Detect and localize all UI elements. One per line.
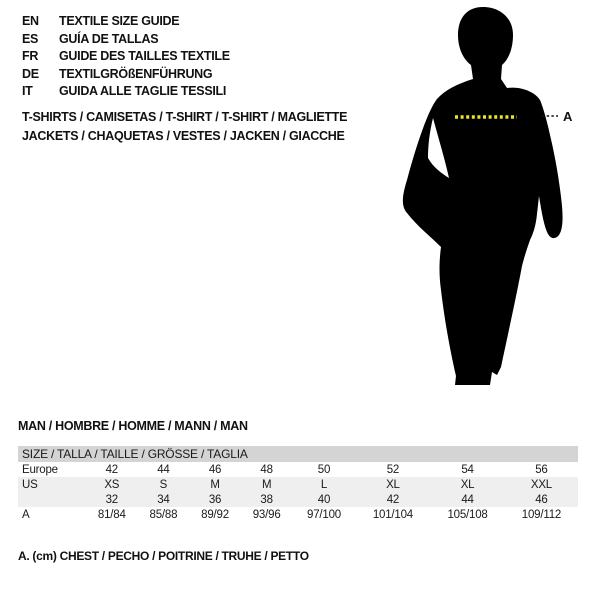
size-cell: 89/92 xyxy=(201,508,229,521)
language-label: TEXTILGRÖßENFÜHRUNG xyxy=(59,66,213,81)
size-cell: 42 xyxy=(105,463,118,476)
language-code: ES xyxy=(22,31,39,46)
language-code: IT xyxy=(22,84,33,98)
size-cell: 50 xyxy=(317,463,331,476)
language-row-en xyxy=(22,13,230,31)
language-label: GUIDE DES TAILLES TEXTILE xyxy=(59,49,230,63)
size-cell: 93/96 xyxy=(252,508,281,521)
size-cell: 81/84 xyxy=(97,508,126,521)
size-cell: XL xyxy=(430,477,505,492)
size-cell: 48 xyxy=(260,463,273,476)
row-label: US xyxy=(18,477,86,492)
man-silhouette xyxy=(403,7,563,385)
size-cell: 105/108 xyxy=(447,508,488,521)
size-cell: 40 xyxy=(292,492,355,507)
language-row-fr xyxy=(22,48,230,66)
size-cell: M xyxy=(241,477,293,492)
language-code: EN xyxy=(22,14,39,28)
size-cell: L xyxy=(292,477,355,492)
size-table-header: SIZE / TALLA / TAILLE / GRÖSSE / TAGLIA xyxy=(18,446,578,462)
table-row-europe xyxy=(18,462,578,477)
size-cell: S xyxy=(138,477,190,492)
language-label: TEXTILE SIZE GUIDE xyxy=(59,14,180,28)
size-table xyxy=(18,446,578,522)
size-cell: 44 xyxy=(430,492,505,507)
language-label: GUIDA ALLE TAGLIE TESSILI xyxy=(59,84,227,98)
category-line-tshirts: T-SHIRTS / CAMISETAS / T-SHIRT / T-SHIRT / MAGLIETTE xyxy=(22,110,348,124)
size-cell: M xyxy=(189,477,241,492)
table-row-us xyxy=(18,477,578,492)
size-cell: 42 xyxy=(356,492,431,507)
section-title-man: MAN / HOMBRE / HOMME / MANN / MAN xyxy=(18,419,248,433)
size-cell: 34 xyxy=(138,492,190,507)
size-cell: 46 xyxy=(208,463,222,476)
language-row-it xyxy=(22,83,230,101)
language-row-es xyxy=(22,31,230,49)
size-cell: 101/104 xyxy=(372,508,413,521)
measurement-footnote: A. (cm) CHEST / PECHO / POITRINE / TRUHE / PETTO xyxy=(18,549,309,563)
size-cell: 44 xyxy=(157,463,170,476)
garment-categories xyxy=(22,108,347,146)
row-label xyxy=(18,492,86,507)
size-cell: 46 xyxy=(505,492,578,507)
size-cell: XL xyxy=(356,477,431,492)
table-row-numeric xyxy=(18,492,578,507)
language-row-de xyxy=(22,66,230,84)
size-cell: 109/112 xyxy=(521,508,562,521)
language-code: FR xyxy=(22,49,39,63)
language-label: GUÍA DE TALLAS xyxy=(59,31,159,46)
language-code: DE xyxy=(22,66,39,81)
size-cell: XXL xyxy=(505,477,578,492)
size-cell: 85/88 xyxy=(149,508,178,521)
size-cell: 38 xyxy=(241,492,293,507)
size-cell: 36 xyxy=(189,492,241,507)
size-table-header-row xyxy=(18,446,578,462)
size-cell: 32 xyxy=(86,492,138,507)
size-cell: XS xyxy=(86,477,138,492)
category-line-jackets: JACKETS / CHAQUETAS / VESTES / JACKEN / GIACCHE xyxy=(22,129,345,143)
table-row-chest xyxy=(18,507,578,522)
size-cell: 54 xyxy=(461,463,474,476)
row-label: Europe xyxy=(22,463,58,476)
size-cell: 52 xyxy=(386,463,400,476)
row-label: A xyxy=(22,508,30,521)
size-cell: 97/100 xyxy=(307,508,341,521)
man-silhouette-figure xyxy=(393,0,600,400)
language-list xyxy=(22,13,230,101)
measure-label-a: A xyxy=(563,109,573,124)
size-cell: 56 xyxy=(535,463,548,476)
